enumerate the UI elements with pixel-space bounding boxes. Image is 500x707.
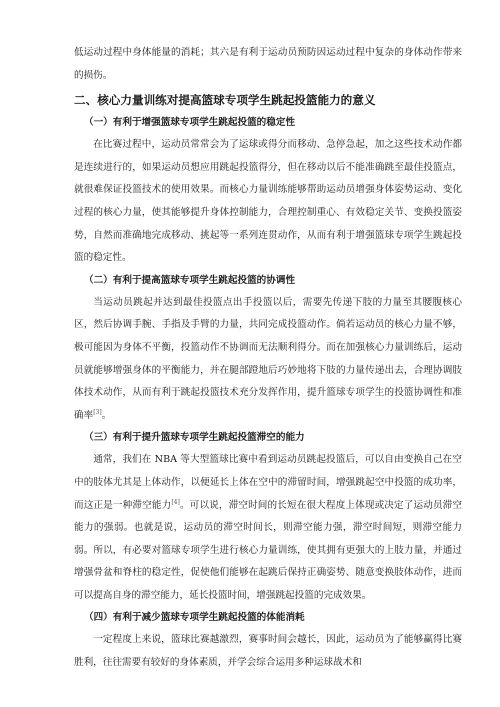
subsection-title-2: （二）有利于提高篮球专项学生跳起投篮的协调性 <box>84 274 296 286</box>
subsection-paragraph-3 <box>74 449 462 607</box>
section-title: 二、核心力量训练对提高篮球专项学生跳起投篮能力的意义 <box>74 93 376 108</box>
citation-ref-4: [4] <box>171 498 180 506</box>
citation-ref-3: [3] <box>93 408 102 416</box>
subsection-title-3: （三）有利于提升篮球专项学生跳起投篮滞空的能力 <box>84 432 305 444</box>
paragraph-2-tail: 。 <box>101 409 112 421</box>
subsection-paragraph-4: 一定程度上来说，篮球比赛越激烈，赛事时间会越长，因此，运动员为了能够赢得比赛胜利，往往需要有较好的身体素质，并学会综合运用多种运球战术和 <box>74 634 462 669</box>
subsection-title-4: （四）有利于减少篮球专项学生跳起投篮的体能消耗 <box>84 612 305 624</box>
subsection-paragraph-2 <box>74 292 462 428</box>
paragraph-3-text-a: 通常，我们在 NBA 等大型篮球比赛中看到运动员跳起投篮后，可以自由变换自己在空中的肢体尤其是上体动作，以便延长上体在空中的滞留时间，增强跳起空中投篮的成功率，而这正是一种滞空能力 <box>74 454 462 511</box>
paragraph-2-text: 当运动员跳起并达到最佳投篮点出手投篮以后，需要先传递下肢的力量至其腰腹核心区，然后协调手腕、手指及手臂的力量，共同完成投篮动作。倘若运动员的核心力量不够，极可能因为身体不平衡，投篮动作不协调而无法顺利得分。而在加强核心力量训练后，运动员就能够增强身体的平衡能力，并在腿部蹬地后巧妙地将下肢的力量传递出去，合理协调肢体技术动作，从而有利于跳起投篮技术充分发挥作用，提升篮球专项学生的投篮协调性和准确率 <box>74 296 462 421</box>
paragraph-3-text-b: 。可以说，滞空时间的长短在很大程度上体现或决定了运动员滞空能力的强弱。也就是说，运动员的滞空时间长，则滞空能力强，滞空时间短，则滞空能力弱。所以，有必要对篮球专项学生进行核心力量训练，使其拥有更强大的上肢力量，并通过增强骨盆和脊柱的稳定性，促使他们能够在起跳后保持正确姿势、随意变换肢体动作，进而可以提高自身的滞空能力，延长投篮时间，增强跳起投篮的完成效果。 <box>74 499 463 601</box>
subsection-title-1: （一）有利于增强篮球专项学生跳起投篮的稳定性 <box>84 117 296 129</box>
subsection-paragraph-1: 在比赛过程中，运动员常常会为了运球或得分而移动、急停急起，加之这些技术动作都是连续进行的，如果运动员想应用跳起投篮得分，但在移动以后不能准确跳至最佳投篮点，就很难保证投篮技术的使用效果。而核心力量训练能够帮助运动员增强身体姿势运动、变化过程的核心力量，使其能够提升身体控制能力，合理控制重心、有效稳定关节、变换投篮姿势，自然而准确地完成移动、挑起等一系列连贯动作，从而有利于增强篮球专项学生跳起投篮的稳定性。 <box>74 139 462 264</box>
intro-paragraph: 低运动过程中身体能量的消耗；其六是有利于运动员预防因运动过程中复杂的身体动作带来的损伤。 <box>74 47 462 81</box>
